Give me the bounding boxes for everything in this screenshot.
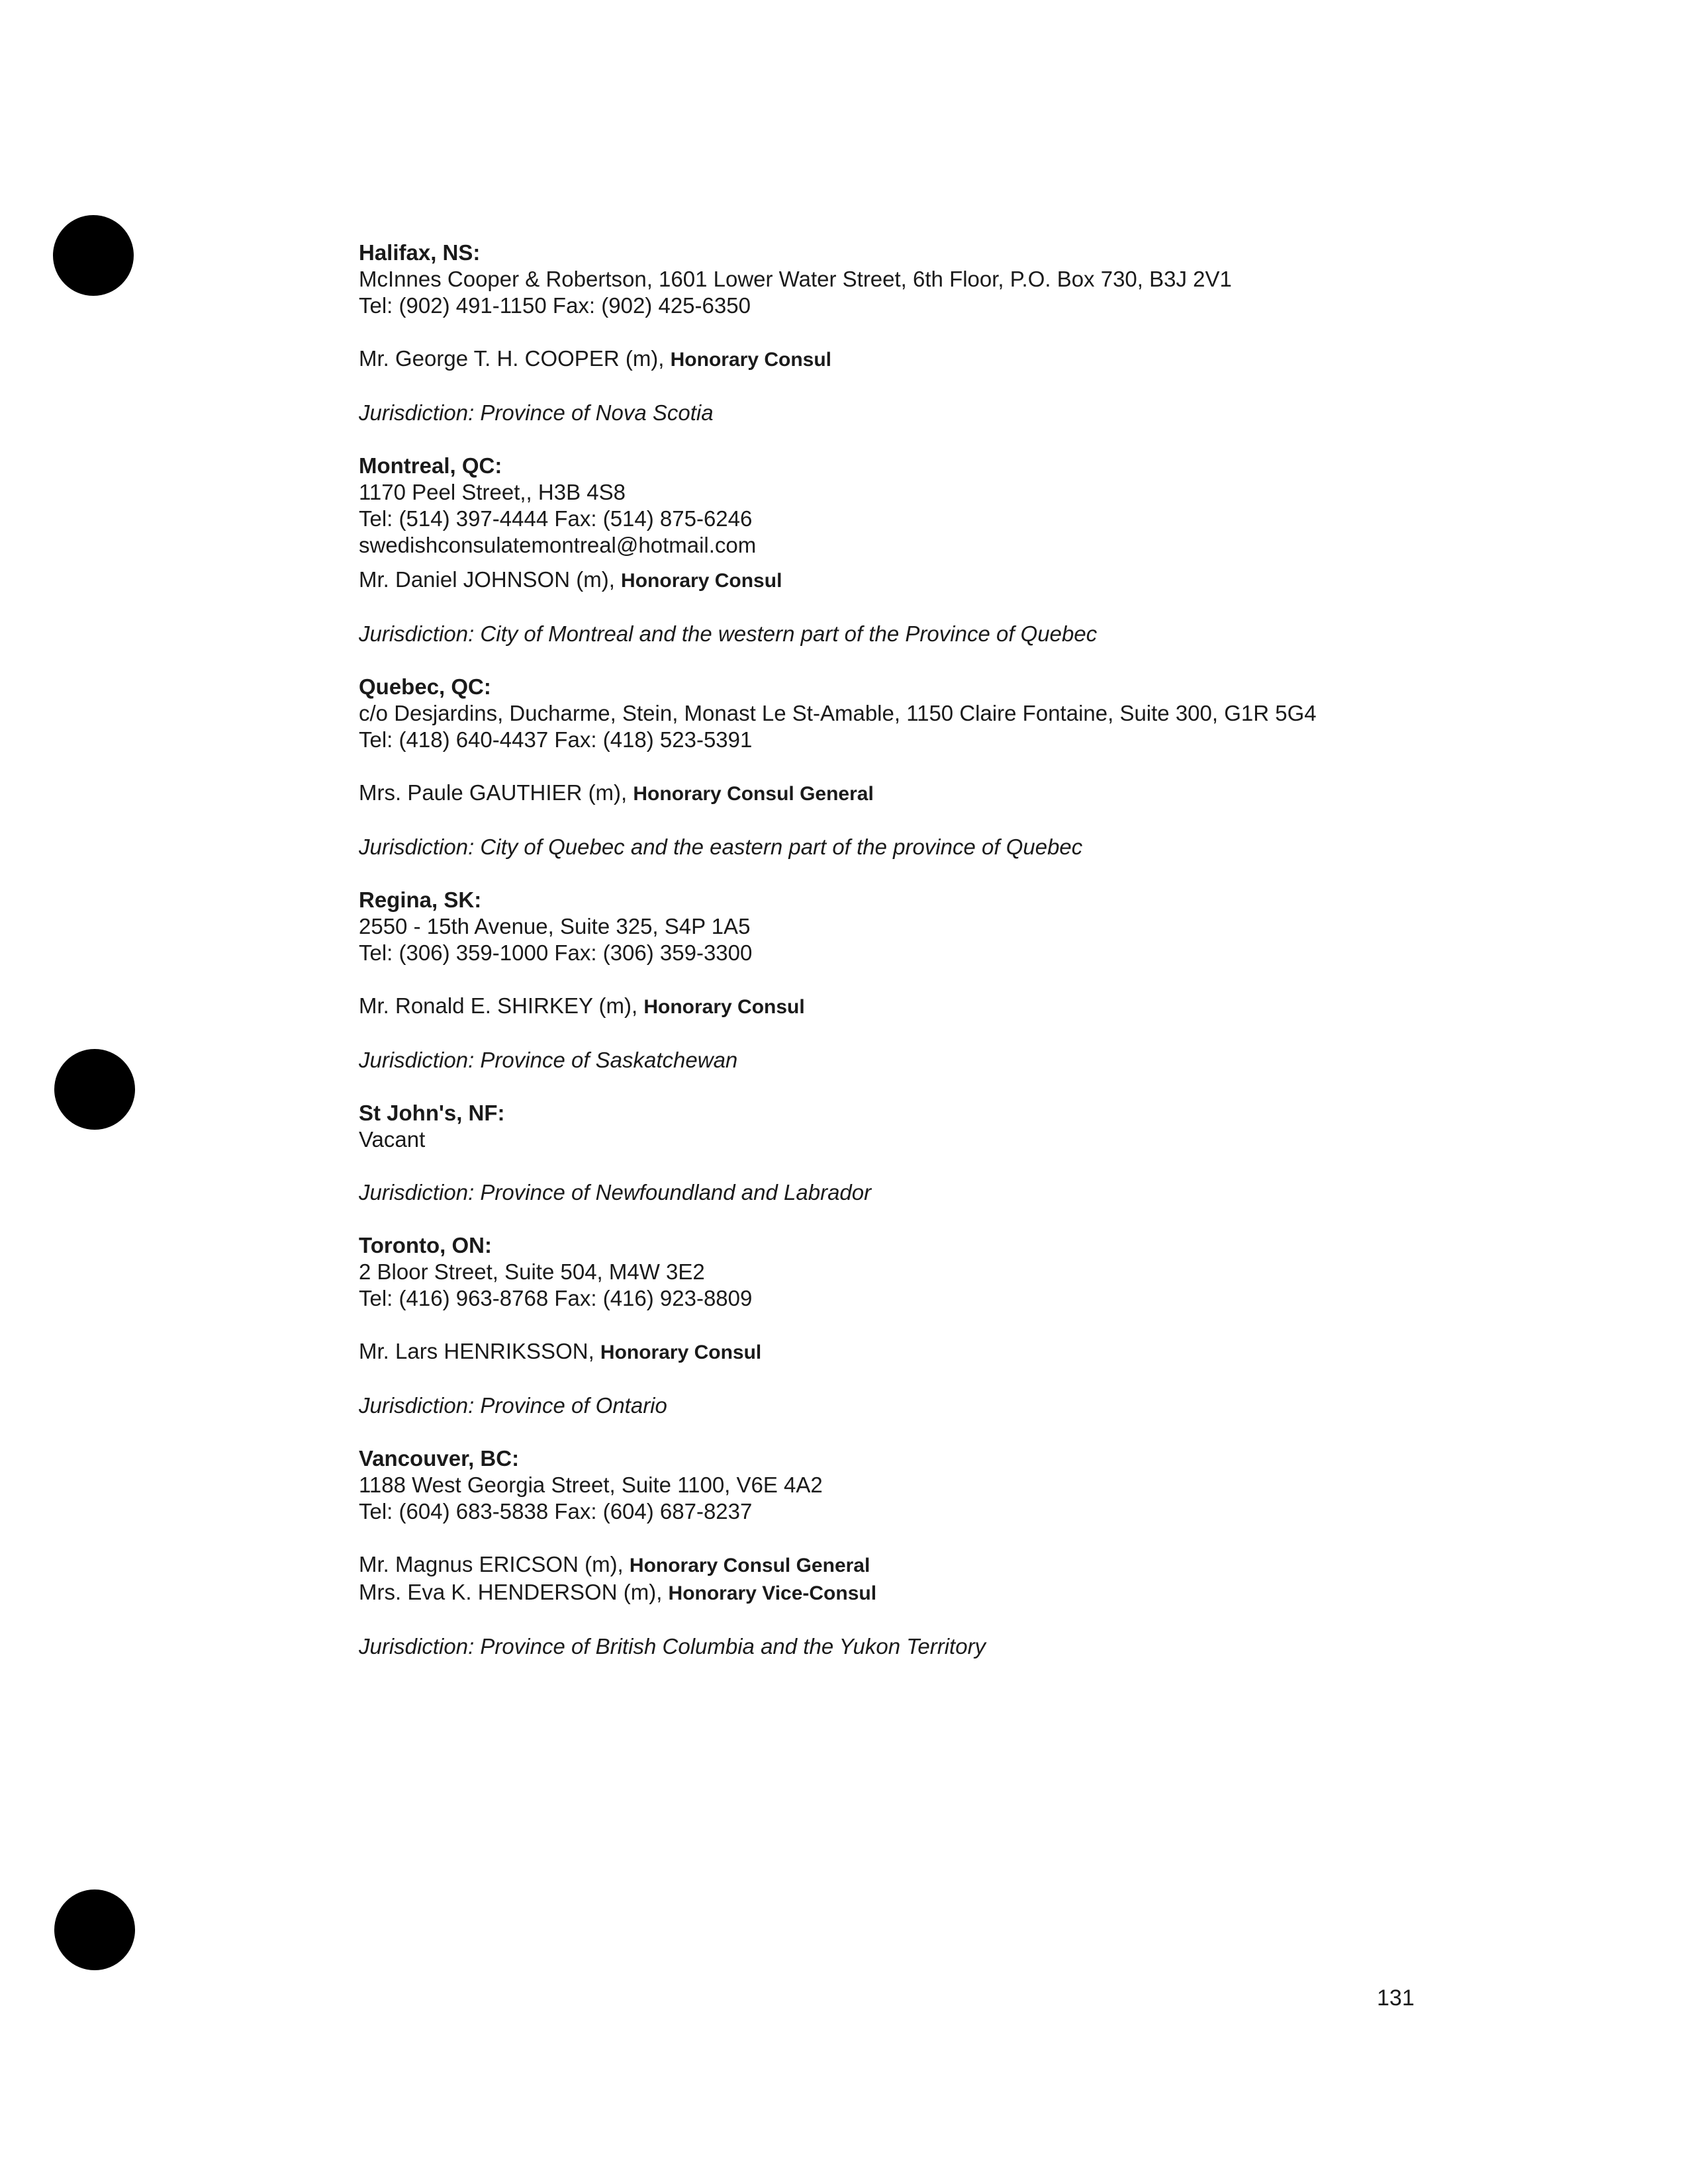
person-name: Mr. Magnus ERICSON (m), [359, 1552, 624, 1576]
entry-toronto [359, 1232, 1617, 1419]
person-role: Honorary Consul General [629, 1555, 870, 1576]
phone-line: Tel: (416) 963-8768 Fax: (416) 923-8809 [359, 1286, 753, 1310]
jurisdiction: Jurisdiction: City of Quebec and the eastern part of the province of Quebec [359, 835, 1083, 859]
address-line: McInnes Cooper & Robertson, 1601 Lower Water Street, 6th Floor, P.O. Box 730, B3J 2V1 [359, 267, 1232, 291]
city-heading: Vancouver, BC: [359, 1446, 520, 1471]
city-heading: Halifax, NS: [359, 240, 481, 265]
person-name: Mr. Daniel JOHNSON (m), [359, 567, 615, 592]
punch-hole [53, 215, 134, 296]
address-line: 1170 Peel Street,, H3B 4S8 [359, 480, 626, 504]
city-heading: St John's, NF: [359, 1101, 505, 1125]
address-line: 2 Bloor Street, Suite 504, M4W 3E2 [359, 1259, 705, 1284]
entry-vancouver [359, 1445, 1617, 1660]
person-name: Mrs. Eva K. HENDERSON (m), [359, 1580, 663, 1604]
person-name: Mr. Ronald E. SHIRKEY (m), [359, 993, 638, 1018]
phone-line: Tel: (604) 683-5838 Fax: (604) 687-8237 [359, 1499, 753, 1524]
city-heading: Regina, SK: [359, 887, 482, 912]
phone-line: Tel: (418) 640-4437 Fax: (418) 523-5391 [359, 727, 753, 752]
consul-person [359, 780, 1617, 807]
jurisdiction: Jurisdiction: Province of Saskatchewan [359, 1048, 738, 1072]
consul-person [359, 993, 1617, 1021]
entry-halifax [359, 240, 1617, 426]
entry-quebec [359, 674, 1617, 860]
person-role: Honorary Consul [670, 349, 831, 371]
person-role: Honorary Consul [643, 996, 805, 1018]
vice-consul-person [359, 1579, 1617, 1607]
punch-hole [54, 1889, 135, 1970]
status-line: Vacant [359, 1127, 426, 1152]
city-heading: Montreal, QC: [359, 453, 502, 478]
city-heading: Quebec, QC: [359, 674, 491, 699]
person-role: Honorary Consul General [633, 783, 874, 805]
page-number: 131 [1377, 1985, 1415, 2011]
city-heading: Toronto, ON: [359, 1233, 492, 1257]
person-name: Mrs. Paule GAUTHIER (m), [359, 780, 628, 805]
address-line: 1188 West Georgia Street, Suite 1100, V6E 4A2 [359, 1473, 823, 1497]
person-name: Mr. George T. H. COOPER (m), [359, 346, 665, 371]
address-line: 2550 - 15th Avenue, Suite 325, S4P 1A5 [359, 914, 751, 938]
email-line: swedishconsulatemontreal@hotmail.com [359, 533, 757, 557]
jurisdiction: Jurisdiction: Province of Ontario [359, 1393, 667, 1418]
phone-line: Tel: (514) 397-4444 Fax: (514) 875-6246 [359, 506, 753, 531]
jurisdiction: Jurisdiction: Province of Newfoundland and Labrador [359, 1180, 872, 1205]
consul-person [359, 1338, 1617, 1366]
entry-regina [359, 887, 1617, 1073]
phone-line: Tel: (306) 359-1000 Fax: (306) 359-3300 [359, 940, 753, 965]
consul-person [359, 345, 1617, 373]
phone-line: Tel: (902) 491-1150 Fax: (902) 425-6350 [359, 293, 751, 318]
person-role: Honorary Consul [621, 570, 782, 592]
person-role: Honorary Consul [600, 1342, 762, 1363]
consul-person [359, 1551, 1617, 1579]
person-name: Mr. Lars HENRIKSSON, [359, 1339, 594, 1363]
consulate-list [359, 240, 1617, 1660]
jurisdiction: Jurisdiction: Province of British Columbia and the Yukon Territory [359, 1634, 986, 1659]
jurisdiction: Jurisdiction: City of Montreal and the western part of the Province of Quebec [359, 621, 1098, 646]
entry-montreal [359, 453, 1617, 647]
jurisdiction: Jurisdiction: Province of Nova Scotia [359, 400, 714, 425]
punch-hole [54, 1049, 135, 1130]
entry-st-johns [359, 1100, 1617, 1206]
person-role: Honorary Vice-Consul [668, 1582, 877, 1604]
address-line: c/o Desjardins, Ducharme, Stein, Monast Le St-Amable, 1150 Claire Fontaine, Suite 300, G1R 5G4 [359, 701, 1317, 725]
consul-person [359, 567, 1617, 594]
